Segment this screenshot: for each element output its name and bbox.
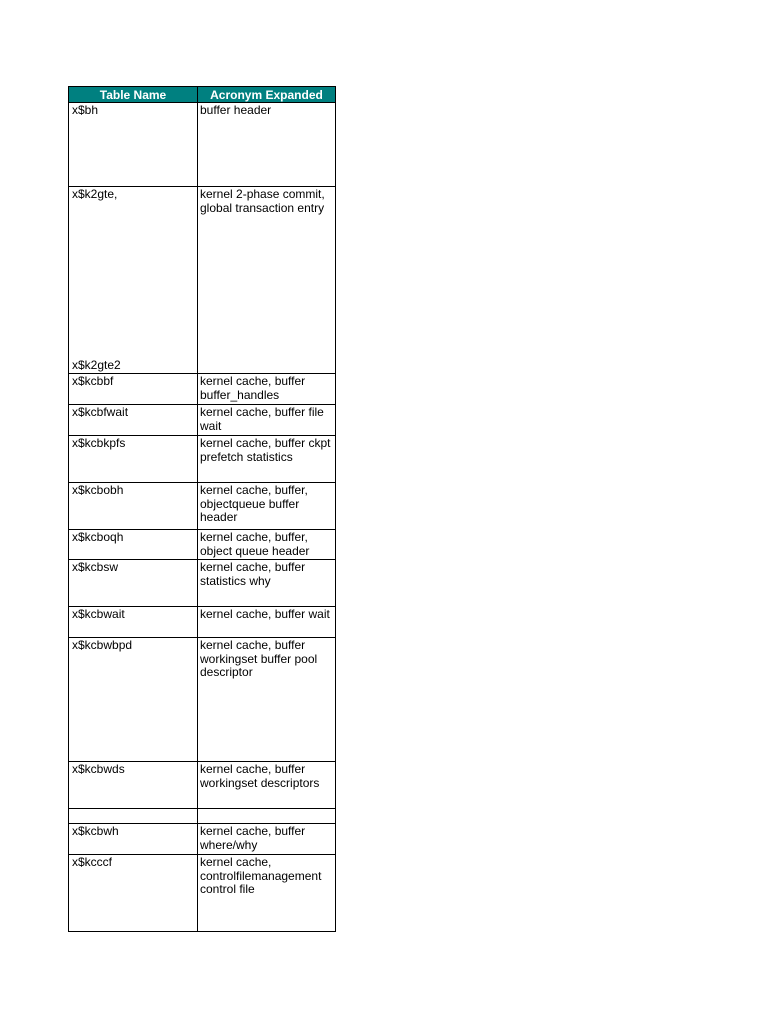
table-name-cell: x$kcbfwait xyxy=(69,405,198,436)
acronym-cell: kernel cache, buffer file wait xyxy=(198,405,336,436)
empty-cell xyxy=(198,809,336,824)
table-name-cell: x$kcccf xyxy=(69,855,198,932)
empty-row xyxy=(69,809,336,824)
table-name-cell: x$kcbobh xyxy=(69,483,198,530)
column-header-table-name: Table Name xyxy=(69,87,198,103)
acronym-cell: kernel cache, controlfilemanagement control file xyxy=(198,855,336,932)
empty-cell xyxy=(69,809,198,824)
table-name-cell: x$kcbwait xyxy=(69,607,198,638)
table-row xyxy=(69,103,336,187)
acronym-cell: kernel cache, buffer, object queue header xyxy=(198,530,336,560)
table-name-cell: x$kcbbf xyxy=(69,374,198,405)
table-name-cell xyxy=(69,187,198,374)
table-name-cell: x$kcbwh xyxy=(69,824,198,855)
table-row xyxy=(69,374,336,405)
table-row xyxy=(69,607,336,638)
table-row xyxy=(69,530,336,560)
acronym-cell: kernel cache, buffer, objectqueue buffer header xyxy=(198,483,336,530)
table-name-cell: x$kcboqh xyxy=(69,530,198,560)
acronym-cell: kernel cache, buffer workingset buffer pool descriptor xyxy=(198,638,336,762)
table-name-cell: x$kcbsw xyxy=(69,560,198,607)
table-name-cell: x$kcbwbpd xyxy=(69,638,198,762)
acronym-cell: kernel cache, buffer buffer_handles xyxy=(198,374,336,405)
acronym-cell: kernel cache, buffer workingset descriptors xyxy=(198,762,336,809)
table-row xyxy=(69,762,336,809)
acronym-cell: buffer header xyxy=(198,103,336,187)
table-row xyxy=(69,483,336,530)
spreadsheet-table xyxy=(68,86,335,932)
table-row xyxy=(69,855,336,932)
table-row xyxy=(69,824,336,855)
table-row xyxy=(69,187,336,374)
header-row xyxy=(69,87,336,103)
column-header-acronym-expanded: Acronym Expanded xyxy=(198,87,336,103)
table-name-text: x$k2gte, xyxy=(72,187,118,201)
table-row xyxy=(69,560,336,607)
table-row xyxy=(69,405,336,436)
table-name-text-2: x$k2gte2 xyxy=(72,357,121,372)
acronym-cell: kernel cache, buffer ckpt prefetch statistics xyxy=(198,436,336,483)
table-row xyxy=(69,638,336,762)
acronym-cell: kernel 2-phase commit, global transaction entry xyxy=(198,187,336,374)
table-row xyxy=(69,436,336,483)
table-name-cell: x$kcbkpfs xyxy=(69,436,198,483)
acronym-cell: kernel cache, buffer statistics why xyxy=(198,560,336,607)
acronym-cell: kernel cache, buffer wait xyxy=(198,607,336,638)
table-name-cell: x$kcbwds xyxy=(69,762,198,809)
acronym-cell: kernel cache, buffer where/why xyxy=(198,824,336,855)
table-name-cell: x$bh xyxy=(69,103,198,187)
